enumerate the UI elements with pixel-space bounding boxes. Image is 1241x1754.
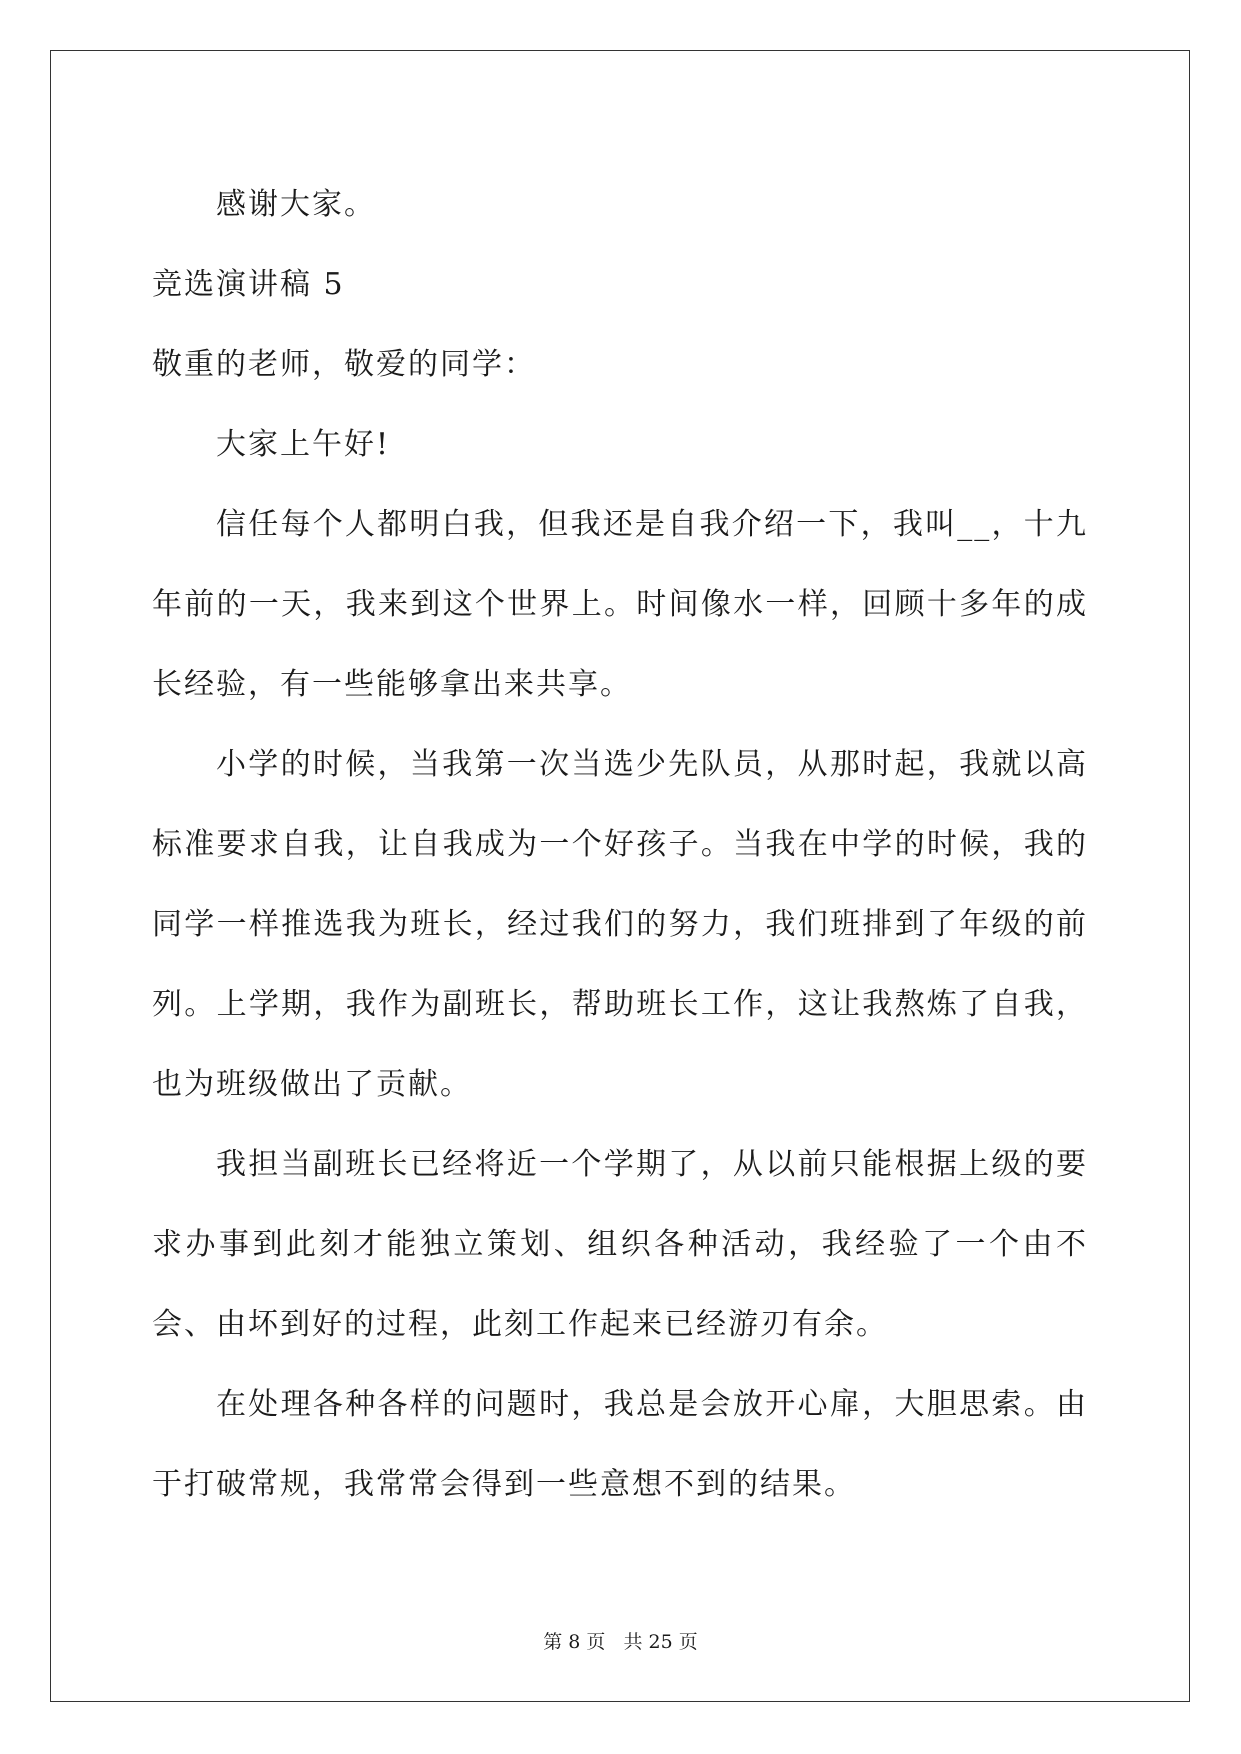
salutation: 敬重的老师，敬爱的同学： <box>152 347 536 382</box>
paragraph-thanks: 感谢大家。 <box>216 187 376 222</box>
page-footer <box>0 1627 1241 1654</box>
greeting: 大家上午好! <box>216 427 391 462</box>
paragraph-intro: 信任每个人都明白我，但我还是自我介绍一下，我叫__，十九年前的一天，我来到这个世界上。时间像水一样，回顾十多年的成长经验，有一些能够拿出来共享。 <box>152 507 1088 702</box>
paragraph-thinking: 在处理各种各样的问题时，我总是会放开心扉，大胆思索。由于打破常规，我常常会得到一些意想不到的结果。 <box>152 1387 1088 1502</box>
section-title: 竞选演讲稿 5 <box>152 267 345 302</box>
document-body <box>152 165 1088 1525</box>
paragraph-role: 我担当副班长已经将近一个学期了，从以前只能根据上级的要求办事到此刻才能独立策划、组织各种活动，我经验了一个由不会、由坏到好的过程，此刻工作起来已经游刃有余。 <box>152 1147 1088 1342</box>
page-total: 共 25 页 <box>623 1631 698 1653</box>
page-number: 第 8 页 <box>543 1631 606 1653</box>
paragraph-experience: 小学的时候，当我第一次当选少先队员，从那时起，我就以高标准要求自我，让自我成为一个好孩子。当我在中学的时候，我的同学一样推选我为班长，经过我们的努力，我们班排到了年级的前列。上学期，我作为副班长，帮助班长工作，这让我熬炼了自我，也为班级做出了贡献。 <box>152 747 1088 1102</box>
